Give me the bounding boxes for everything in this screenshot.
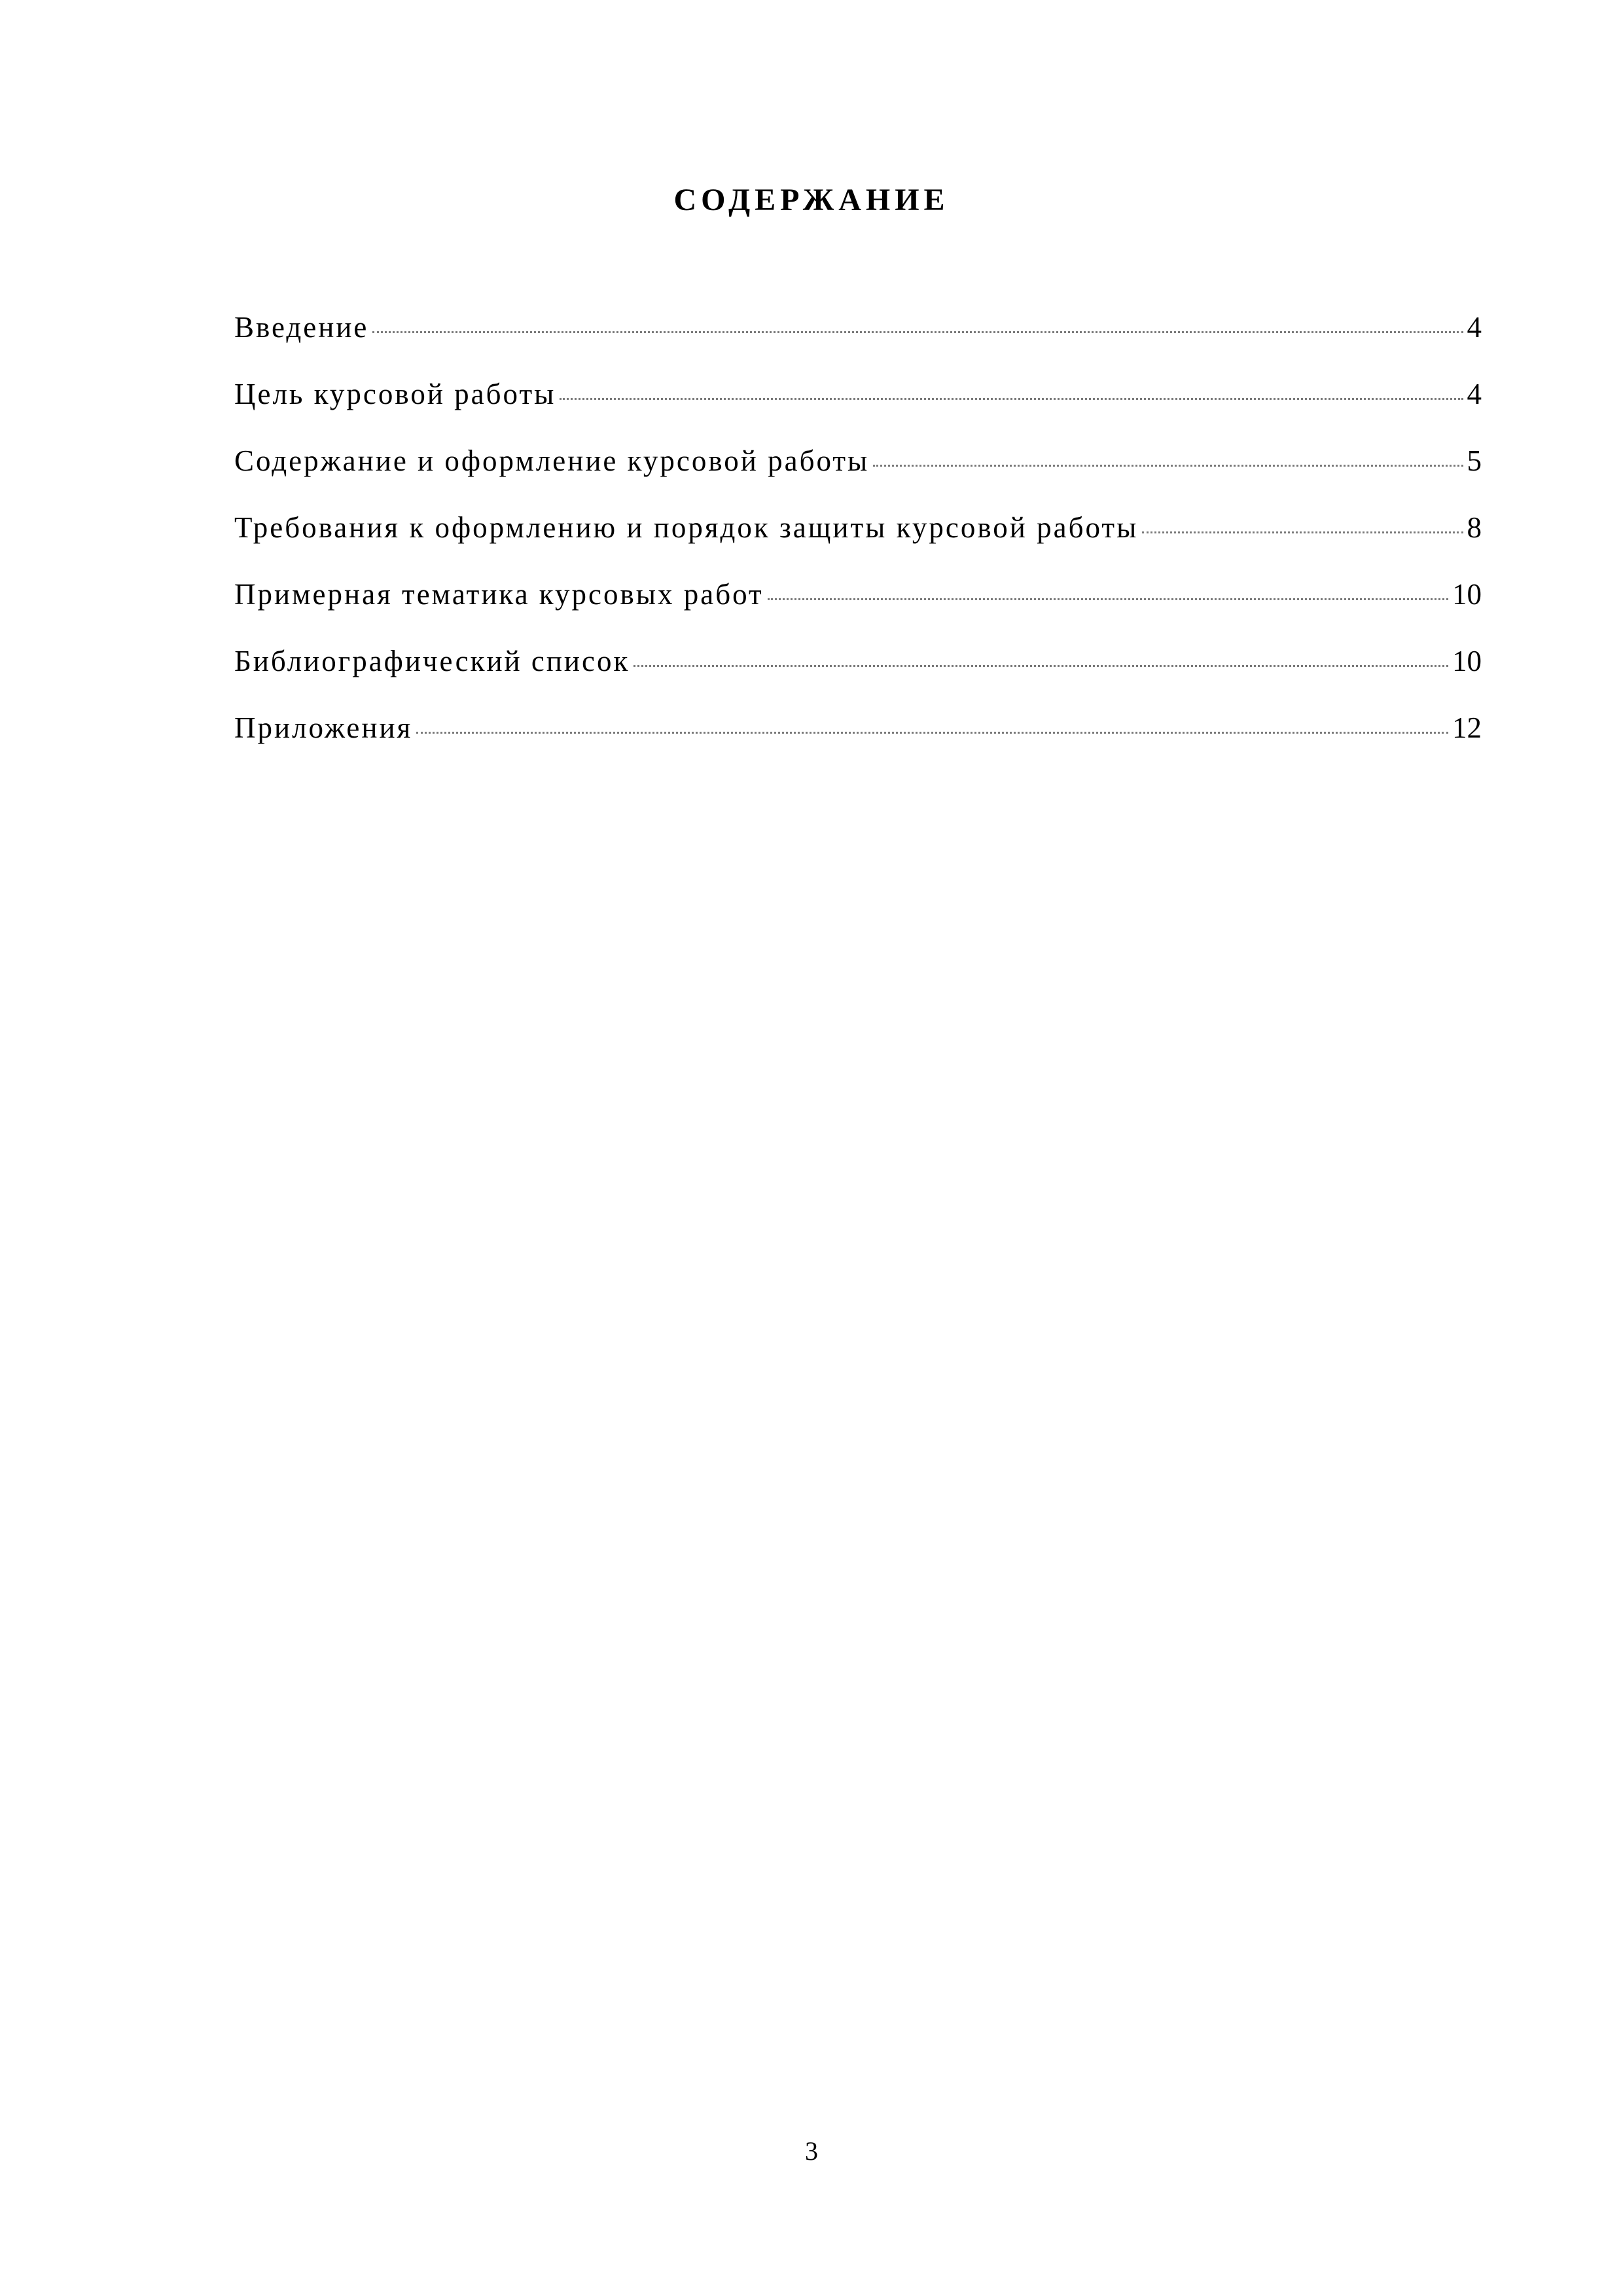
toc-entry (234, 508, 1482, 575)
dot-leader (416, 732, 1448, 734)
toc-entry (234, 374, 1482, 441)
toc-entry-page: 12 (1452, 711, 1482, 744)
toc-entry-page: 5 (1467, 444, 1482, 477)
toc-entry (234, 308, 1482, 374)
toc-entry-page: 8 (1467, 511, 1482, 544)
dot-leader (873, 465, 1463, 467)
toc-entry-label: Введение (234, 311, 369, 344)
toc-entry-page: 4 (1467, 311, 1482, 344)
toc-entry-label: Примерная тематика курсовых работ (234, 578, 764, 611)
toc-entry (234, 708, 1482, 775)
toc-entry (234, 441, 1482, 508)
page-title: СОДЕРЖАНИЕ (673, 183, 950, 217)
toc-entry-label: Библиографический список (234, 645, 630, 677)
dot-leader (1142, 531, 1463, 533)
toc-entry-label: Содержание и оформление курсовой работы (234, 444, 870, 477)
toc-entry-label: Приложения (234, 711, 413, 744)
toc-entry-label: Требования к оформлению и порядок защиты курсовой работы (234, 511, 1139, 544)
dot-leader (633, 665, 1448, 667)
dot-leader (560, 398, 1463, 400)
toc-entry-page: 10 (1452, 645, 1482, 677)
toc-entry-label: Цель курсовой работы (234, 378, 556, 410)
toc-entry (234, 641, 1482, 708)
dot-leader (372, 331, 1463, 333)
dot-leader (768, 598, 1448, 600)
page-number: 3 (805, 2136, 818, 2166)
table-of-contents (234, 308, 1482, 775)
toc-entry-page: 4 (1467, 378, 1482, 410)
toc-entry-page: 10 (1452, 578, 1482, 611)
toc-entry (234, 575, 1482, 641)
